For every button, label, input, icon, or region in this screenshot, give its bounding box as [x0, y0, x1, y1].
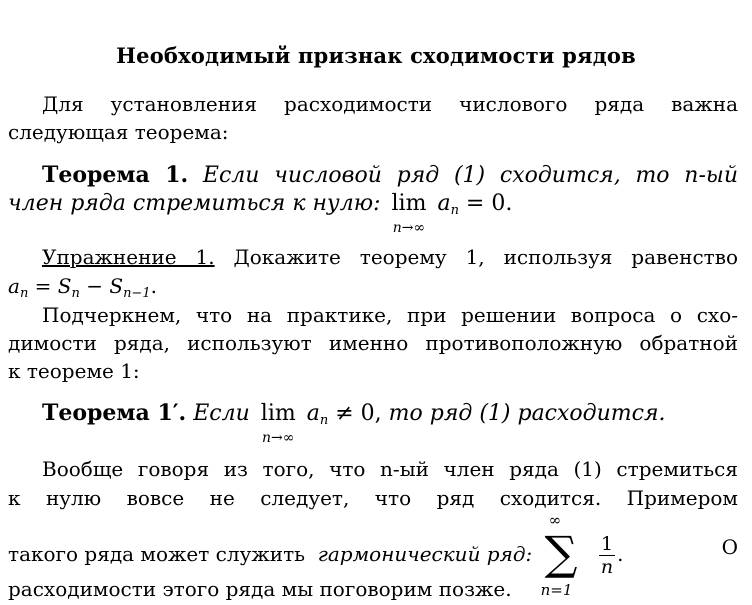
sum-upper-limit: ∞ — [548, 510, 562, 529]
theorem-1-prime-limit — [260, 400, 296, 446]
limit-subscript: n→∞ — [392, 220, 426, 236]
page-title: Необходимый признак сходимости рядов — [116, 43, 636, 68]
fraction — [599, 533, 615, 578]
theorem-1-prime-sequence: a — [306, 401, 320, 426]
conclusion-line-2: к нулю вовсе не следует, что ряд сходится. Примером — [8, 486, 738, 510]
theorem-1-text-2: член ряда стремиться к нулю: — [8, 191, 381, 216]
fraction-denominator: n — [600, 556, 614, 578]
eq-s-index: n — [71, 286, 80, 301]
intro-line-2: следующая теорема: — [8, 120, 229, 144]
exercise-label: Упражнение 1. — [42, 245, 215, 269]
conclusion-line-1: Вообще говоря из того, что n-ый член ряда (1) стремиться — [42, 457, 738, 481]
remark-line-3: к теореме 1: — [8, 359, 140, 383]
theorem-1-limit — [391, 190, 427, 236]
limit-word: lim — [260, 401, 296, 426]
theorem-1-line-2 — [8, 190, 738, 236]
theorem-1-heading: Теорема 1. — [42, 162, 189, 188]
intro-line-1: Для установления расходимости числового ряда важна — [42, 92, 738, 116]
theorem-1-text-1: Если числовой ряд (1) сходится, то n-ый — [202, 163, 738, 188]
exercise-text: Докажите теорему 1, используя равенство — [233, 245, 739, 269]
sum-period: . — [617, 542, 624, 566]
eq-s-prev: − S — [79, 274, 124, 298]
theorem-1-prime-sequence-index: n — [319, 413, 329, 428]
theorem-1-prime-if: Если — [193, 401, 250, 426]
theorem-1-equals-zero: = 0. — [458, 191, 513, 216]
harmonic-series-term: гармонический ряд: — [317, 542, 533, 566]
eq-s-prev-index: n−1 — [123, 286, 151, 301]
fraction-numerator: 1 — [600, 533, 614, 555]
eq-period: . — [150, 274, 157, 298]
limit-subscript: n→∞ — [262, 430, 295, 446]
theorem-1-prime — [42, 399, 738, 446]
limit-word: lim — [391, 191, 427, 216]
theorem-1-line-1 — [42, 161, 738, 190]
sum-lower-limit: n=1 — [540, 580, 573, 599]
theorem-1-prime-tail: то ряд (1) расходится. — [388, 401, 666, 426]
theorem-1-sequence: a — [437, 191, 451, 216]
conclusion-line-4: расходимости этого ряда мы поговорим позже. — [8, 577, 512, 601]
remark-line-2: димости ряда, используют именно противоположную обратной — [8, 331, 738, 355]
eq-s: = S — [28, 274, 72, 298]
theorem-1-prime-heading: Теорема 1′. — [42, 400, 187, 426]
eq-a-index: n — [19, 286, 29, 301]
eq-a: a — [8, 274, 20, 298]
theorem-1-sequence-index: n — [450, 203, 459, 218]
remark-line-1: Подчеркнем, что на практике, при решении вопроса о схо- — [42, 303, 738, 327]
summation — [540, 510, 587, 599]
conclusion-line-3-end: О — [721, 535, 738, 559]
theorem-1-prime-not-zero: ≠ 0, — [328, 401, 382, 426]
sigma-symbol: ∑ — [544, 525, 578, 580]
exercise-line-1 — [42, 243, 738, 271]
conclusion-line-3-start: такого ряда может служить — [8, 542, 306, 566]
